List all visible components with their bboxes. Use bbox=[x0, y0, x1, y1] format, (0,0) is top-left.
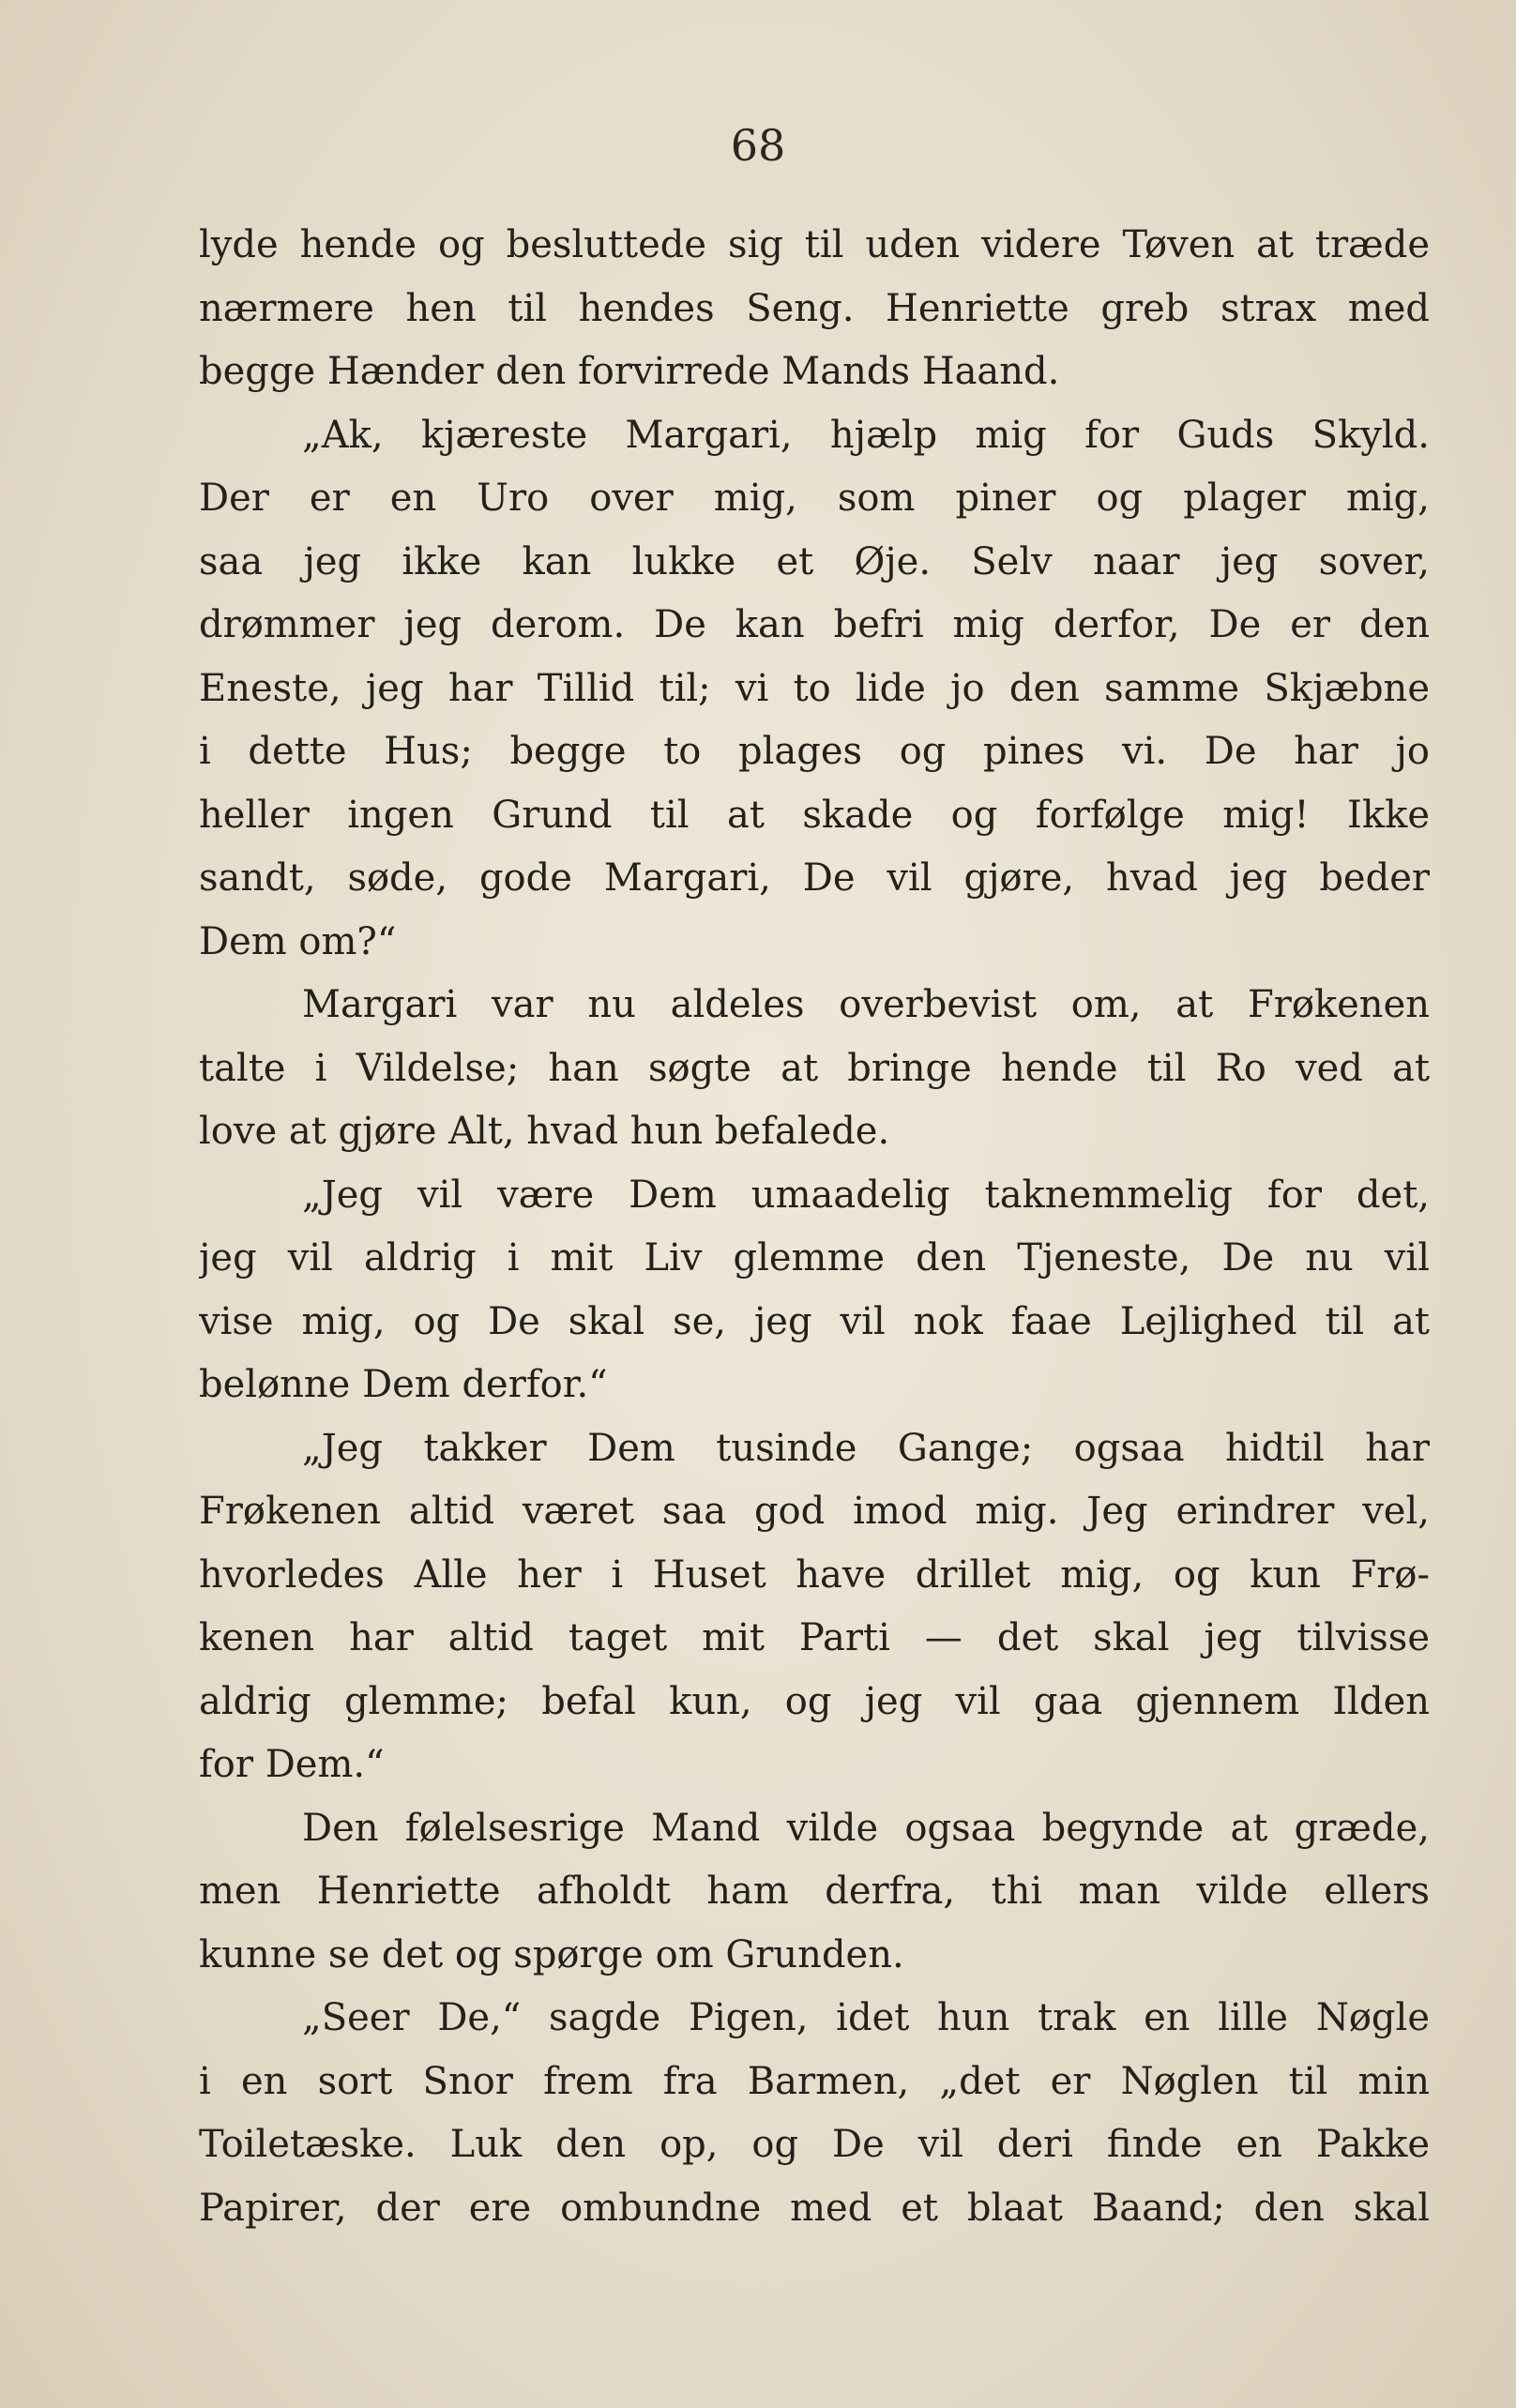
text-line: saa jeg ikke kan lukke et Øje. Selv naar jeg sover, bbox=[199, 539, 1430, 583]
text-line: hvorledes Alle her i Huset have drillet mig, og kun Frø- bbox=[199, 1552, 1430, 1597]
text-line: talte i Vildelse; han søgte at bringe hende til Ro ved at bbox=[199, 1046, 1430, 1090]
text-line: for Dem.“ bbox=[199, 1743, 385, 1786]
text-line: men Henriette afholdt ham derfra, thi man vilde ellers bbox=[199, 1870, 1430, 1913]
text-line: Frøkenen altid været saa god imod mig. Jeg erindrer vel, bbox=[199, 1490, 1430, 1533]
text-line: love at gjøre Alt, hvad hun befalede. bbox=[199, 1110, 890, 1153]
text-line: Der er en Uro over mig, som piner og plager mig, bbox=[199, 477, 1430, 520]
text-line: Den følelsesrige Mand vilde ogsaa begynde at græde, bbox=[302, 1806, 1430, 1850]
text-line: Margari var nu aldeles overbevist om, at Frøkenen bbox=[302, 983, 1430, 1026]
text-line: begge Hænder den forvirrede Mands Haand. bbox=[199, 350, 1060, 393]
text-line: i dette Hus; begge to plages og pines vi. De har jo bbox=[199, 730, 1430, 773]
text-line: aldrig glemme; befal kun, og jeg vil gaa gjennem Ilden bbox=[199, 1679, 1430, 1723]
text-line: vise mig, og De skal se, jeg vil nok faae Lejlighed til at bbox=[199, 1299, 1430, 1343]
text-line: „Seer De,“ sagde Pigen, idet hun trak en lille Nøgle bbox=[302, 1996, 1430, 2039]
text-line: kenen har altid taget mit Parti — det skal jeg tilvisse bbox=[199, 1616, 1430, 1659]
text-line: „Jeg takker Dem tusinde Gange; ogsaa hidtil har bbox=[302, 1426, 1430, 1470]
page-number: 68 bbox=[730, 120, 786, 171]
text-line: sandt, søde, gode Margari, De vil gjøre, hvad jeg beder bbox=[199, 856, 1430, 900]
text-line: „Jeg vil være Dem umaadelig taknemmelig for det, bbox=[302, 1173, 1430, 1217]
text-line: jeg vil aldrig i mit Liv glemme den Tjeneste, De nu vil bbox=[199, 1236, 1430, 1280]
text-line: heller ingen Grund til at skade og forfølge mig! Ikke bbox=[199, 793, 1430, 837]
text-line: Papirer, der ere ombundne med et blaat Baand; den skal bbox=[199, 2186, 1430, 2230]
text-line: drømmer jeg derom. De kan befri mig derfor, De er den bbox=[199, 603, 1430, 646]
text-line: i en sort Snor frem fra Barmen, „det er Nøglen til min bbox=[199, 2059, 1430, 2103]
text-line: Toiletæske. Luk den op, og De vil deri finde en Pakke bbox=[199, 2123, 1430, 2166]
text-line: lyde hende og besluttede sig til uden videre Tøven at træde bbox=[199, 223, 1430, 266]
body-text bbox=[199, 214, 1430, 2240]
text-line: kunne se det og spørge om Grunden. bbox=[199, 1932, 904, 1976]
text-line: nærmere hen til hendes Seng. Henriette greb strax med bbox=[199, 286, 1430, 330]
text-line: Dem om?“ bbox=[199, 919, 397, 963]
text-line: Eneste, jeg har Tillid til; vi to lide jo den samme Skjæbne bbox=[199, 666, 1430, 710]
text-line: belønne Dem derfor.“ bbox=[199, 1363, 608, 1406]
text-line: „Ak, kjæreste Margari, hjælp mig for Guds Skyld. bbox=[302, 413, 1430, 457]
